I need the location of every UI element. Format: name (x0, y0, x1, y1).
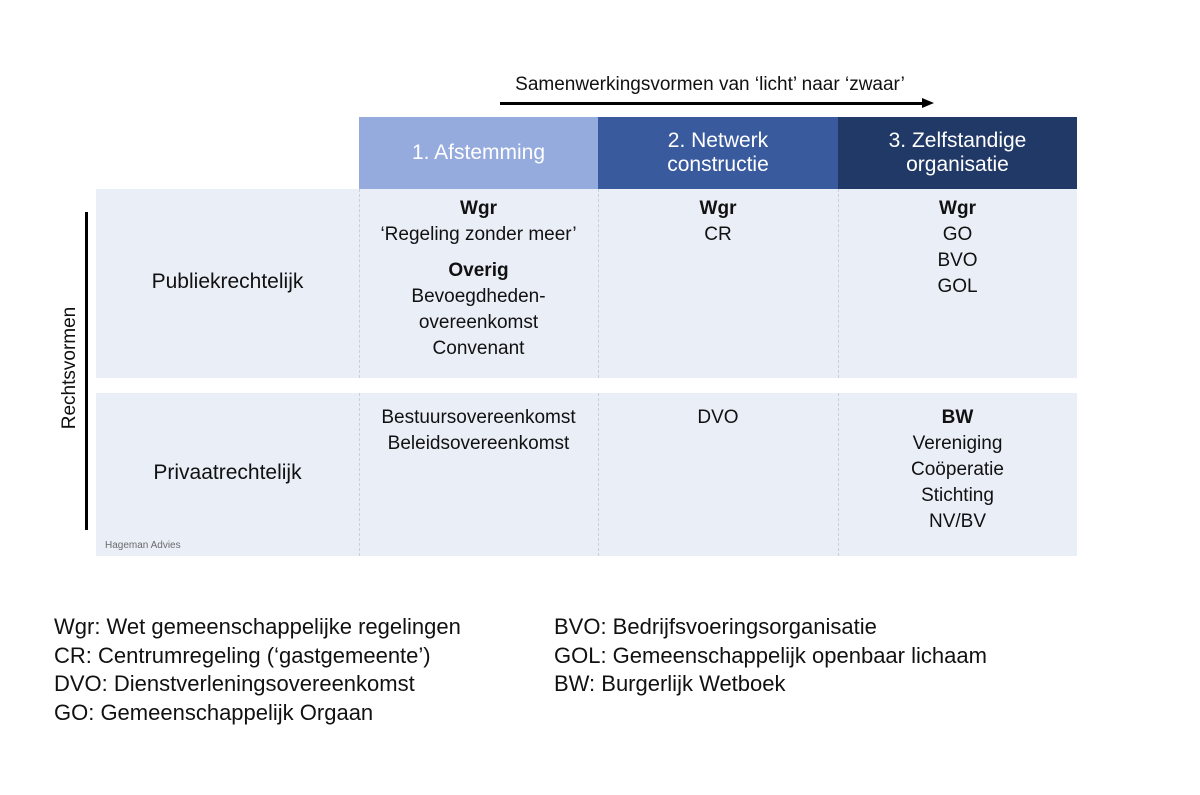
arrow-right-icon (922, 98, 934, 108)
cell-text: ‘Regeling zonder meer’ (380, 224, 577, 245)
credit-text: Hageman Advies (105, 540, 181, 551)
row-label-publiekrechtelijk: Publiekrechtelijk (151, 270, 304, 293)
legend-item: BW: Burgerlijk Wetboek (554, 671, 786, 696)
cell-heading: Wgr (699, 198, 737, 219)
axis-label-rechtsvormen: Rechtsvormen (59, 306, 80, 430)
cell-heading: Wgr (939, 198, 976, 219)
cell-heading: BW (941, 407, 974, 428)
column-header-afstemming (359, 117, 598, 189)
cell-privaat-afstemming (359, 405, 598, 457)
legend-item: GO: Gemeenschappelijk Orgaan (54, 699, 374, 725)
row-label-privaatrechtelijk: Privaatrechtelijk (153, 461, 302, 484)
legend-item: GOL: Gemeenschappelijk openbaar lichaam (554, 642, 987, 668)
cell-text: Convenant (432, 338, 525, 359)
cell-text: Vereniging (912, 433, 1003, 454)
legend-item: DVO: Dienstverleningsovereenkomst (54, 671, 415, 696)
cell-text: Coöperatie (911, 459, 1004, 480)
column-header-line: 1. Afstemming (411, 141, 546, 164)
cell-text: NV/BV (928, 511, 987, 532)
legend-right (554, 613, 987, 699)
cell-text: Bestuursovereenkomst (381, 407, 576, 428)
column-header-line: constructie (667, 153, 769, 176)
cell-text: BVO (937, 250, 978, 271)
cell-heading: Overig (448, 260, 509, 281)
legend-left (54, 613, 461, 727)
legend-item: Wgr: Wet gemeenschappelijke regelingen (54, 614, 461, 639)
column-header-line: organisatie (906, 153, 1009, 176)
column-header-zelfstandige-organisatie (838, 117, 1077, 189)
axis-bar (85, 212, 88, 530)
legend-item: BVO: Bedrijfsvoeringsorganisatie (554, 614, 877, 639)
cell-text: CR (704, 224, 732, 245)
cell-privaat-netwerk (598, 405, 838, 431)
cell-publiek-afstemming (359, 196, 598, 362)
column-header-netwerk-constructie (598, 117, 838, 189)
arrow-title: Samenwerkingsvormen van ‘licht’ naar ‘zwaar’ (515, 74, 905, 95)
cell-text: DVO (697, 407, 739, 428)
cell-text: Beleidsovereenkomst (387, 433, 570, 454)
column-header-line: 2. Netwerk (667, 129, 769, 152)
column-header-line: 3. Zelfstandige (888, 129, 1027, 152)
cell-text: GOL (937, 276, 978, 297)
cell-text: GO (942, 224, 973, 245)
cell-text: overeenkomst (418, 312, 539, 333)
arrow-line (500, 102, 924, 105)
legend-item: CR: Centrumregeling (‘gastgemeente’) (54, 642, 431, 668)
cell-privaat-zelfstandig (838, 405, 1077, 535)
cell-text: Bevoegdheden- (411, 286, 546, 307)
cell-heading: Wgr (460, 198, 497, 219)
cell-publiek-netwerk (598, 196, 838, 248)
cell-publiek-zelfstandig (838, 196, 1077, 300)
cell-text: Stichting (921, 485, 994, 506)
